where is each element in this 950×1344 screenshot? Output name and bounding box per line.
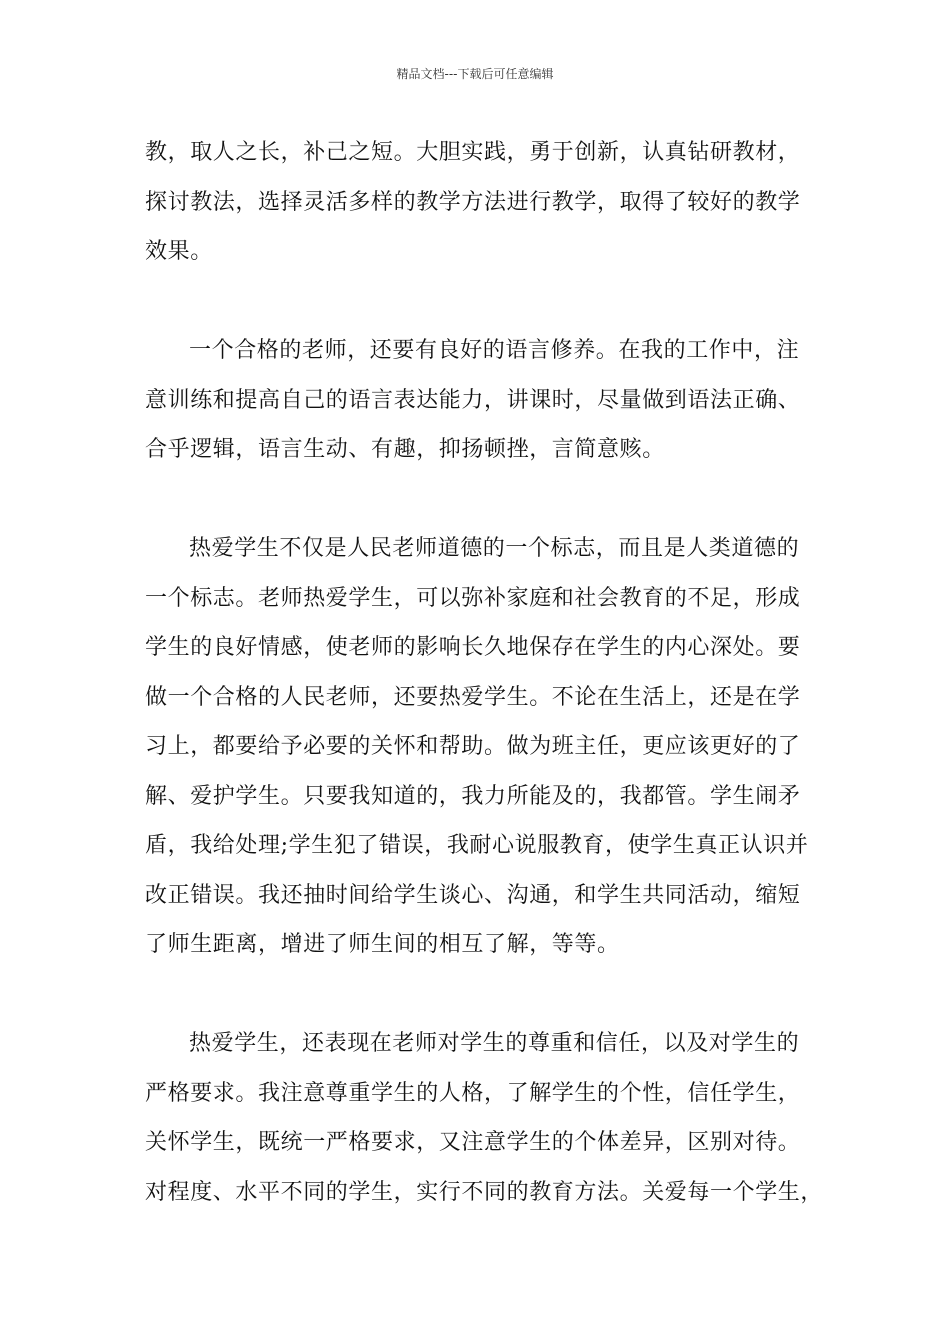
paragraph-line: 学生的良好情感，使老师的影响长久地保存在学生的内心深处。要	[145, 635, 801, 660]
paragraph-line: 热爱学生不仅是人民老师道德的一个标志，而且是人类道德的	[189, 536, 800, 561]
paragraph-line: 严格要求。我注意尊重学生的人格，了解学生的个性，信任学生，	[145, 1080, 801, 1106]
paragraph-1	[145, 128, 825, 277]
paragraph-line: 了师生距离，增进了师生间的相互了解，等等。	[145, 932, 620, 957]
paragraph-line: 一个标志。老师热爱学生，可以弥补家庭和社会教育的不足，形成	[145, 585, 801, 611]
paragraph-line: 关怀学生，既统一严格要求，又注意学生的个体差异，区别对待。	[145, 1130, 801, 1155]
paragraph-line: 对程度、水平不同的学生，实行不同的教育方法。关爱每一个学生，	[145, 1179, 824, 1205]
paragraph-line: 一个合格的老师，还要有良好的语言修养。在我的工作中，注	[189, 338, 800, 363]
paragraph-3	[145, 524, 825, 970]
paragraph-line: 合乎逻辑，语言生动、有趣，抑扬顿挫，言简意赅。	[145, 437, 665, 462]
paragraph-line: 热爱学生，还表现在老师对学生的尊重和信任，以及对学生的	[189, 1031, 800, 1056]
page-header: 精品文档---下载后可任意编辑	[396, 67, 554, 81]
paragraph-line: 做一个合格的人民老师，还要热爱学生。不论在生活上，还是在学	[145, 684, 801, 710]
paragraph-2	[145, 326, 825, 475]
paragraph-line: 习上，都要给予必要的关怀和帮助。做为班主任，更应该更好的了	[145, 734, 801, 759]
paragraph-line: 盾，我给处理;学生犯了错误，我耐心说服教育，使学生真正认识并	[145, 833, 809, 858]
paragraph-4	[145, 1019, 825, 1217]
paragraph-line: 教，取人之长，补己之短。大胆实践，勇于创新，认真钻研教材，	[145, 140, 801, 165]
paragraph-line: 效果。	[145, 239, 213, 264]
paragraph-line: 探讨教法，选择灵活多样的教学方法进行教学，取得了较好的教学	[145, 189, 801, 215]
paragraph-line: 解、爱护学生。只要我知道的，我力所能及的，我都管。学生闹矛	[145, 783, 801, 809]
paragraph-line: 意训练和提高自己的语言表达能力，讲课时，尽量做到语法正确、	[145, 387, 801, 413]
paragraph-line: 改正错误。我还抽时间给学生谈心、沟通，和学生共同活动，缩短	[145, 882, 801, 908]
